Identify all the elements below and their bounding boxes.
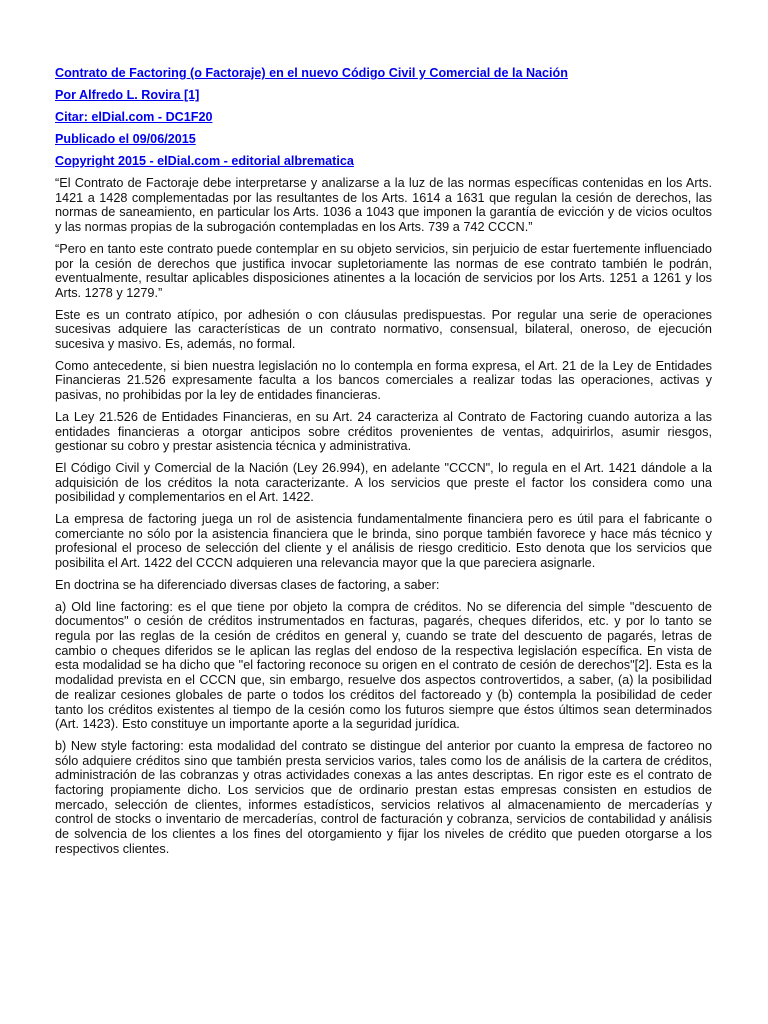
paragraph: La Ley 21.526 de Entidades Financieras, en su Art. 24 caracteriza al Contrato de Factoring cuando autoriza a las entidades financieras a otorgar anticipos sobre créditos provenientes de ventas, adquirirlos, asumir riesgos, gestionar su cobro y prestar asistencia técnica y administrativa. (55, 409, 712, 454)
paragraph: El Código Civil y Comercial de la Nación (Ley 26.994), en adelante "CCCN", lo regula en el Art. 1421 dándole a la adquisición de los créditos la nota caracterizante. A los servicios que preste el factor los considera como una posibilidad y complementarios en el Art. 1422. (55, 460, 712, 505)
published-link[interactable]: Publicado el 09/06/2015 (55, 132, 196, 146)
article-body (55, 176, 712, 857)
copyright-link[interactable]: Copyright 2015 - elDial.com - editorial albrematica (55, 154, 354, 168)
paragraph: En doctrina se ha diferenciado diversas clases de factoring, a saber: (55, 577, 440, 592)
paragraph: “El Contrato de Factoraje debe interpretarse y analizarse a la luz de las normas específicas contenidas en los Arts. 1421 a 1428 complementadas por las resultantes de los Arts. 1614 a 1631 que regulan la cesión de derechos, las normas de saneamiento, en particular los Arts. 1036 a 1043 que imponen la garantía de evicción y de vicios ocultos y las normas propias de la subrogación contempladas en los Arts. 739 a 742 CCCN.” (55, 176, 712, 235)
paragraph: “Pero en tanto este contrato puede contemplar en su objeto servicios, sin perjuicio de estar fuertemente influenciado por la cesión de derechos que justifica invocar supletoriamente las normas de ese contrato también le podrán, eventualmente, resultar aplicables disposiciones atinentes a la locación de servicios por los Arts. 1251 a 1261 y los Arts. 1278 y 1279.” (55, 241, 712, 300)
paragraph: Como antecedente, si bien nuestra legislación no lo contempla en forma expresa, el Art. 21 de la Ley de Entidades Financieras 21.526 expresamente faculta a los bancos comerciales a realizar todas las operaciones, activas y pasivas, no prohibidas por la ley de entidades financieras. (55, 358, 712, 403)
paragraph: b) New style factoring: esta modalidad del contrato se distingue del anterior por cuanto la empresa de factoreo no sólo adquiere créditos sino que también presta servicios varios, tales como los de análisis de la cartera de créditos, administración de las cobranzas y otras actividades conexas a las antes descriptas. En rigor este es el contrato de factoring propiamente dicho. Los servicios que de ordinario prestan estas empresas consisten en estudios de mercado, selección de clientes, informes estadísticos, servicios relativos al almacenamiento de mercaderías y control de stocks o inventario de mercaderías, control de facturación y cobranza, servicios de contabilidad y análisis de solvencia de los clientes a los fines del otorgamiento y fijar los niveles de crédito que pueden otorgarse a los respectivos clientes. (55, 738, 712, 856)
article-header (55, 66, 712, 169)
cite-link[interactable]: Citar: elDial.com - DC1F20 (55, 110, 213, 124)
paragraph: a) Old line factoring: es el que tiene por objeto la compra de créditos. No se diferencia del simple "descuento de documentos" o cesión de créditos instrumentados en facturas, pagarés, cheques diferidos, etc. y por lo tanto se regula por las reglas de la cesión de créditos en general y, cuando se trate del descuento de pagarés, letras de cambio o cheques diferidos se le aplican las reglas del endoso de la respectiva legislación específica. En vista de esta modalidad se ha dicho que "el factoring reconoce su origen en el contrato de cesión de derechos"[2]. Esta es la modalidad prevista en el CCCN que, sin embargo, resuelve dos aspectos controvertidos, a saber, (a) la posibilidad de realizar cesiones globales de parte o todos los créditos del factoreado y (b) contempla la posibilidad de ceder tanto los créditos existentes al tiempo de la cesión como los futuros siempre que éstos últimos sean determinados (Art. 1423). Esto constituye un importante aporte a la seguridad jurídica. (55, 599, 712, 732)
author-link[interactable]: Por Alfredo L. Rovira [1] (55, 88, 200, 102)
article-title-link[interactable]: Contrato de Factoring (o Factoraje) en el nuevo Código Civil y Comercial de la Nación (55, 66, 568, 80)
paragraph: Este es un contrato atípico, por adhesión o con cláusulas predispuestas. Por regular una serie de operaciones sucesivas adquiere las características de un contrato normativo, consensual, bilateral, oneroso, de ejecución sucesiva y masivo. Es, además, no formal. (55, 307, 712, 352)
paragraph: La empresa de factoring juega un rol de asistencia fundamentalmente financiera pero es útil para el fabricante o comerciante no sólo por la asistencia financiera que le brinda, sino porque también favorece y hace más técnico y profesional el proceso de selección del cliente y el análisis de riesgo crediticio. Esto denota que los servicios que posibilita el Art. 1422 del CCCN adquieren una relevancia mayor que la que pareciera asignarle. (55, 512, 712, 571)
